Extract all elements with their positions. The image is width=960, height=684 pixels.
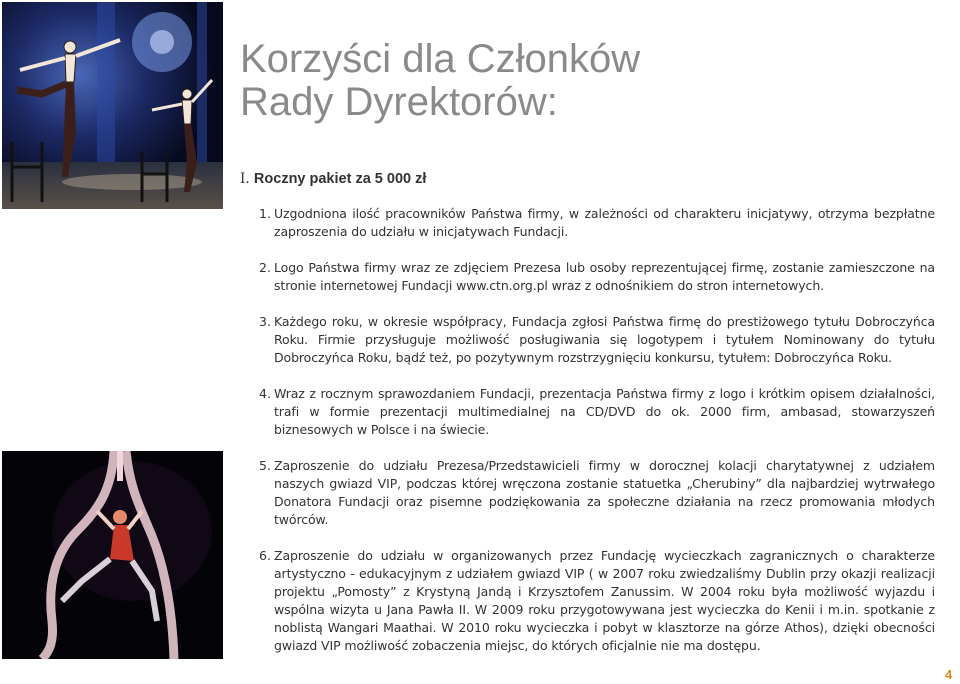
list-item-number: 3. [259,314,271,329]
list-item-number: 4. [259,386,271,401]
list-item-text: Zaproszenie do udziału w organizowanych przez Fundację wycieczkach zagranicznych o charakterze artystyczno - edukacyjnym z udziałem gwiazd VIP ( w 2007 roku zwiedzaliśmy Dublin przy okazji realizacji projektu „Pomosty” z Krystyną Jandą i Krzysztofem Zanussim. W 2004 roku była możliwość wyjazdu i wspólna wizyta u Jana Pawła II. W 2009 roku przygotowywana jest wycieczka do Kenii i m.in. spotkanie z noblistą Wangari Maathai. W 2010 roku wycieczka i pobyt w klasztorze na górze Athos), dzięki obecności gwiazd VIP możliwość zobaczenia miejsc, do których oficjalnie nie ma dostępu. [274,548,935,653]
list-item [259,259,935,295]
dancers-photo [2,2,223,209]
page-number: 4 [945,667,953,682]
list-item [259,205,935,241]
list-item-number: 6. [259,548,271,563]
list-item-number: 5. [259,458,271,473]
list-item-number: 2. [259,260,271,275]
list-item-text: Uzgodniona ilość pracowników Państwa firmy, w zależności od charakteru inicjatywy, otrzyma bezpłatne zaproszenia do udziału w inicjatywach Fundacji. [274,206,935,239]
section-heading-text: Roczny pakiet za 5 000 zł [253,171,427,187]
title-line-1: Korzyści dla Członków [240,37,641,81]
list-item-text: Wraz z rocznym sprawozdaniem Fundacji, prezentacja Państwa firmy z logo i krótkim opisem działalności, trafi w formie prezentacji multimedialnej na CD/DVD do ok. 2000 firm, ambasad, stowarzyszeń biznesowych w Polsce i na świecie. [274,386,935,437]
list-item [259,547,935,655]
list-item [259,385,935,439]
section-heading [240,171,426,187]
benefits-list [259,205,935,673]
list-item [259,313,935,367]
list-item-number: 1. [259,206,271,221]
page-title [240,38,940,124]
list-item-text: Logo Państwa firmy wraz ze zdjęciem Prezesa lub osoby reprezentującej firmę, zostanie zamieszczone na stronie internetowej Fundacji www.ctn.org.pl wraz z odnośnikiem do stron internetowych. [274,260,935,293]
list-item [259,457,935,529]
list-item-text: Zaproszenie do udziału Prezesa/Przedstawicieli firmy w dorocznej kolacji charytatywnej z udziałem naszych gwiazd VIP, podczas której wręczona zostanie statuetka „Cherubiny” dla najbardziej wytrwałego Donatora Fundacji oraz pisemne podziękowania za społeczne działania na rzecz promowania młodych twórców. [274,458,935,527]
list-item-text: Każdego roku, w okresie współpracy, Fundacja zgłosi Państwa firmę do prestiżowego tytułu Dobroczyńca Roku. Firmie przysługuje możliwość posługiwania się logotypem i tytułem Nominowany do tytułu Dobroczyńca Roku, bądź też, po pozytywnym rozstrzygnięciu konkursu, tytułem: Dobroczyńca Roku. [274,314,935,365]
aerial-silks-photo [2,451,223,659]
section-number: I. [240,171,250,187]
title-line-2: Rady Dyrektorów: [240,80,558,124]
